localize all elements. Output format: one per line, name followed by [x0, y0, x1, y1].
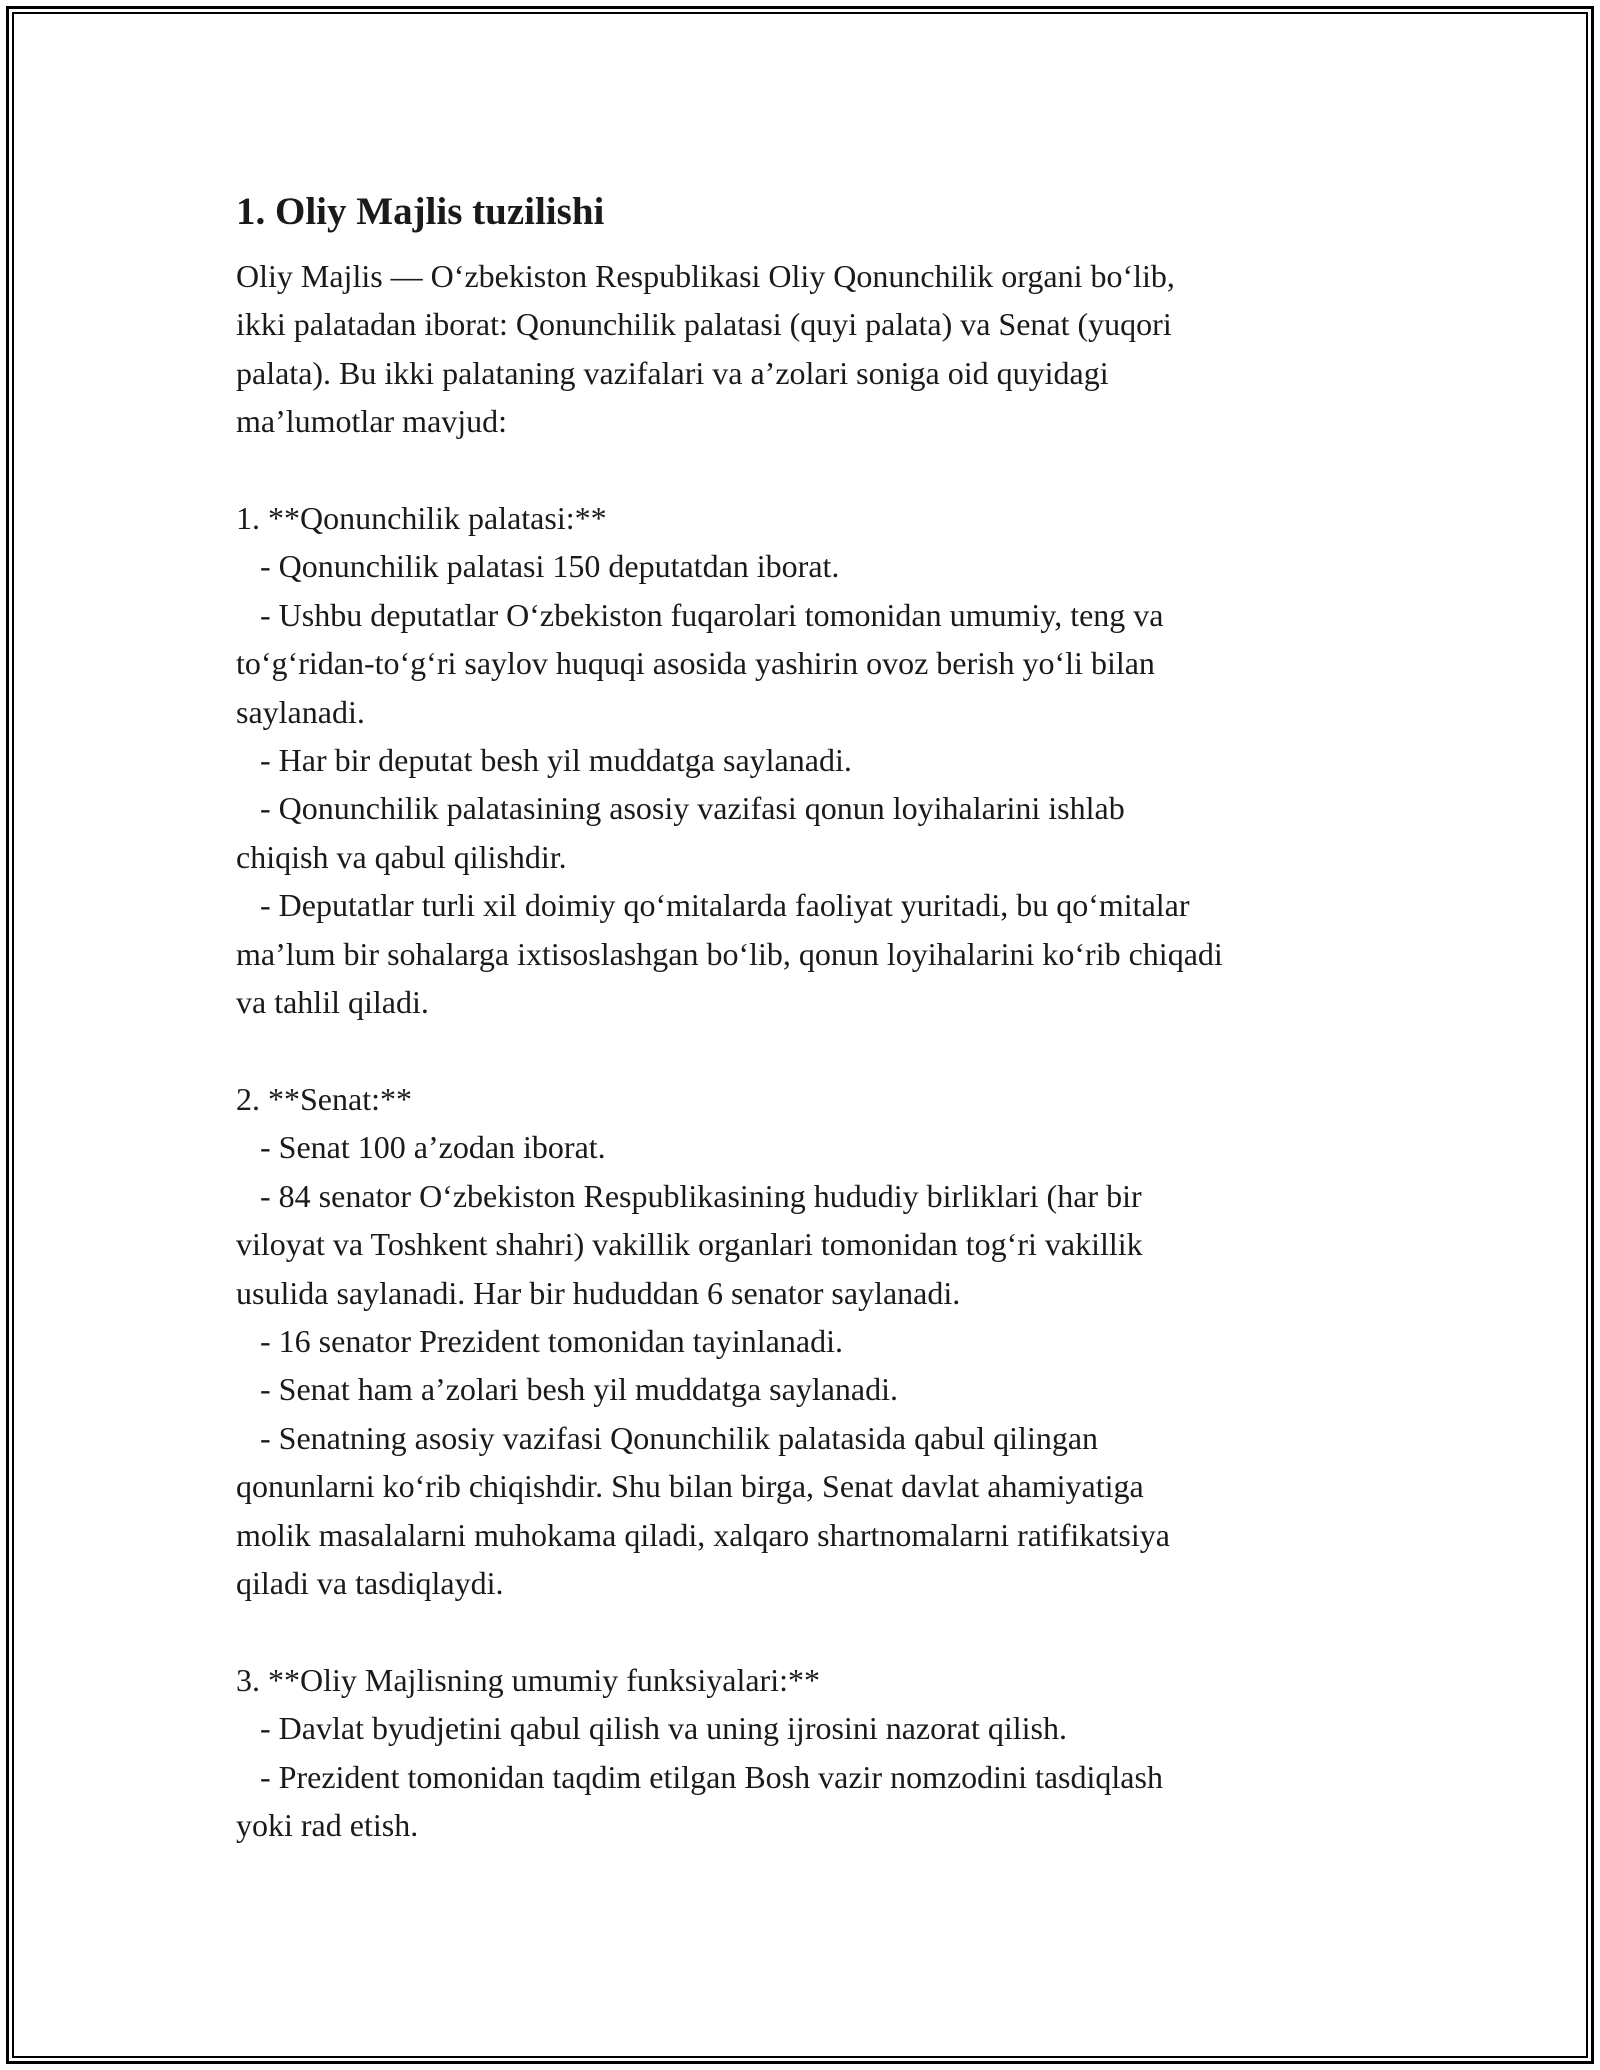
document-body: Oliy Majlis — O‘zbekiston Respublikasi Oliy Qonunchilik organi bo‘lib, ikki palatadan iborat: Qonunchilik palatasi (quyi palata) va Senat (yuqori palata). Bu ikki palataning vazifalari va a’zolari soniga oid quyidagi ma’lumotlar mavjud: 1. **Qonunchilik palatasi:** - Qonunchilik palatasi 150 deputatdan iborat. - Ushbu deputatlar O‘zbekiston fuqarolari tomonidan umumiy, teng va to‘g‘ridan-to‘g‘ri saylov huquqi asosida yashirin ovoz berish yo‘li bilan saylanadi. - Har bir deputat besh yil muddatga saylanadi. - Qonunchilik palatasining asosiy vazifasi qonun loyihalarini ishlab chiqish va qabul qilishdir. - Deputatlar turli xil doimiy qo‘mitalarda faoliyat yuritadi, bu qo‘mitalar ma’lum bir sohalarga ixtisoslashgan bo‘lib, qonun loyihalarini ko‘rib chiqadi va tahlil qiladi. 2. **Senat:** - Senat 100 a’zodan iborat. - 84 senator O‘zbekiston Respublikasining hududiy birliklari (har bir viloyat va Toshkent shahri) vakillik organlari tomonidan tog‘ri vakillik usulida saylanadi. Har bir hududdan 6 senator saylanadi. - 16 senator Prezident tomonidan tayinlanadi. - Senat ham a’zolari besh yil muddatga saylanadi. - Senatning asosiy vazifasi Qonunchilik palatasida qabul qilingan qonunlarni ko‘rib chiqishdir. Shu bilan birga, Senat davlat ahamiyatiga molik masalalarni muhokama qiladi, xalqaro shartnomalarni ratifikatsiya qiladi va tasdiqlaydi. 3. **Oliy Majlisning umumiy funksiyalari:** - Davlat byudjetini qabul qilish va uning ijrosini nazorat qilish. - Prezident tomonidan taqdim etilgan Bosh vazir nomzodini tasdiqlash yoki rad etish.	[236, 258, 1223, 1843]
document-page	[236, 188, 1416, 1849]
document-heading: 1. Oliy Majlis tuzilishi	[236, 190, 605, 233]
